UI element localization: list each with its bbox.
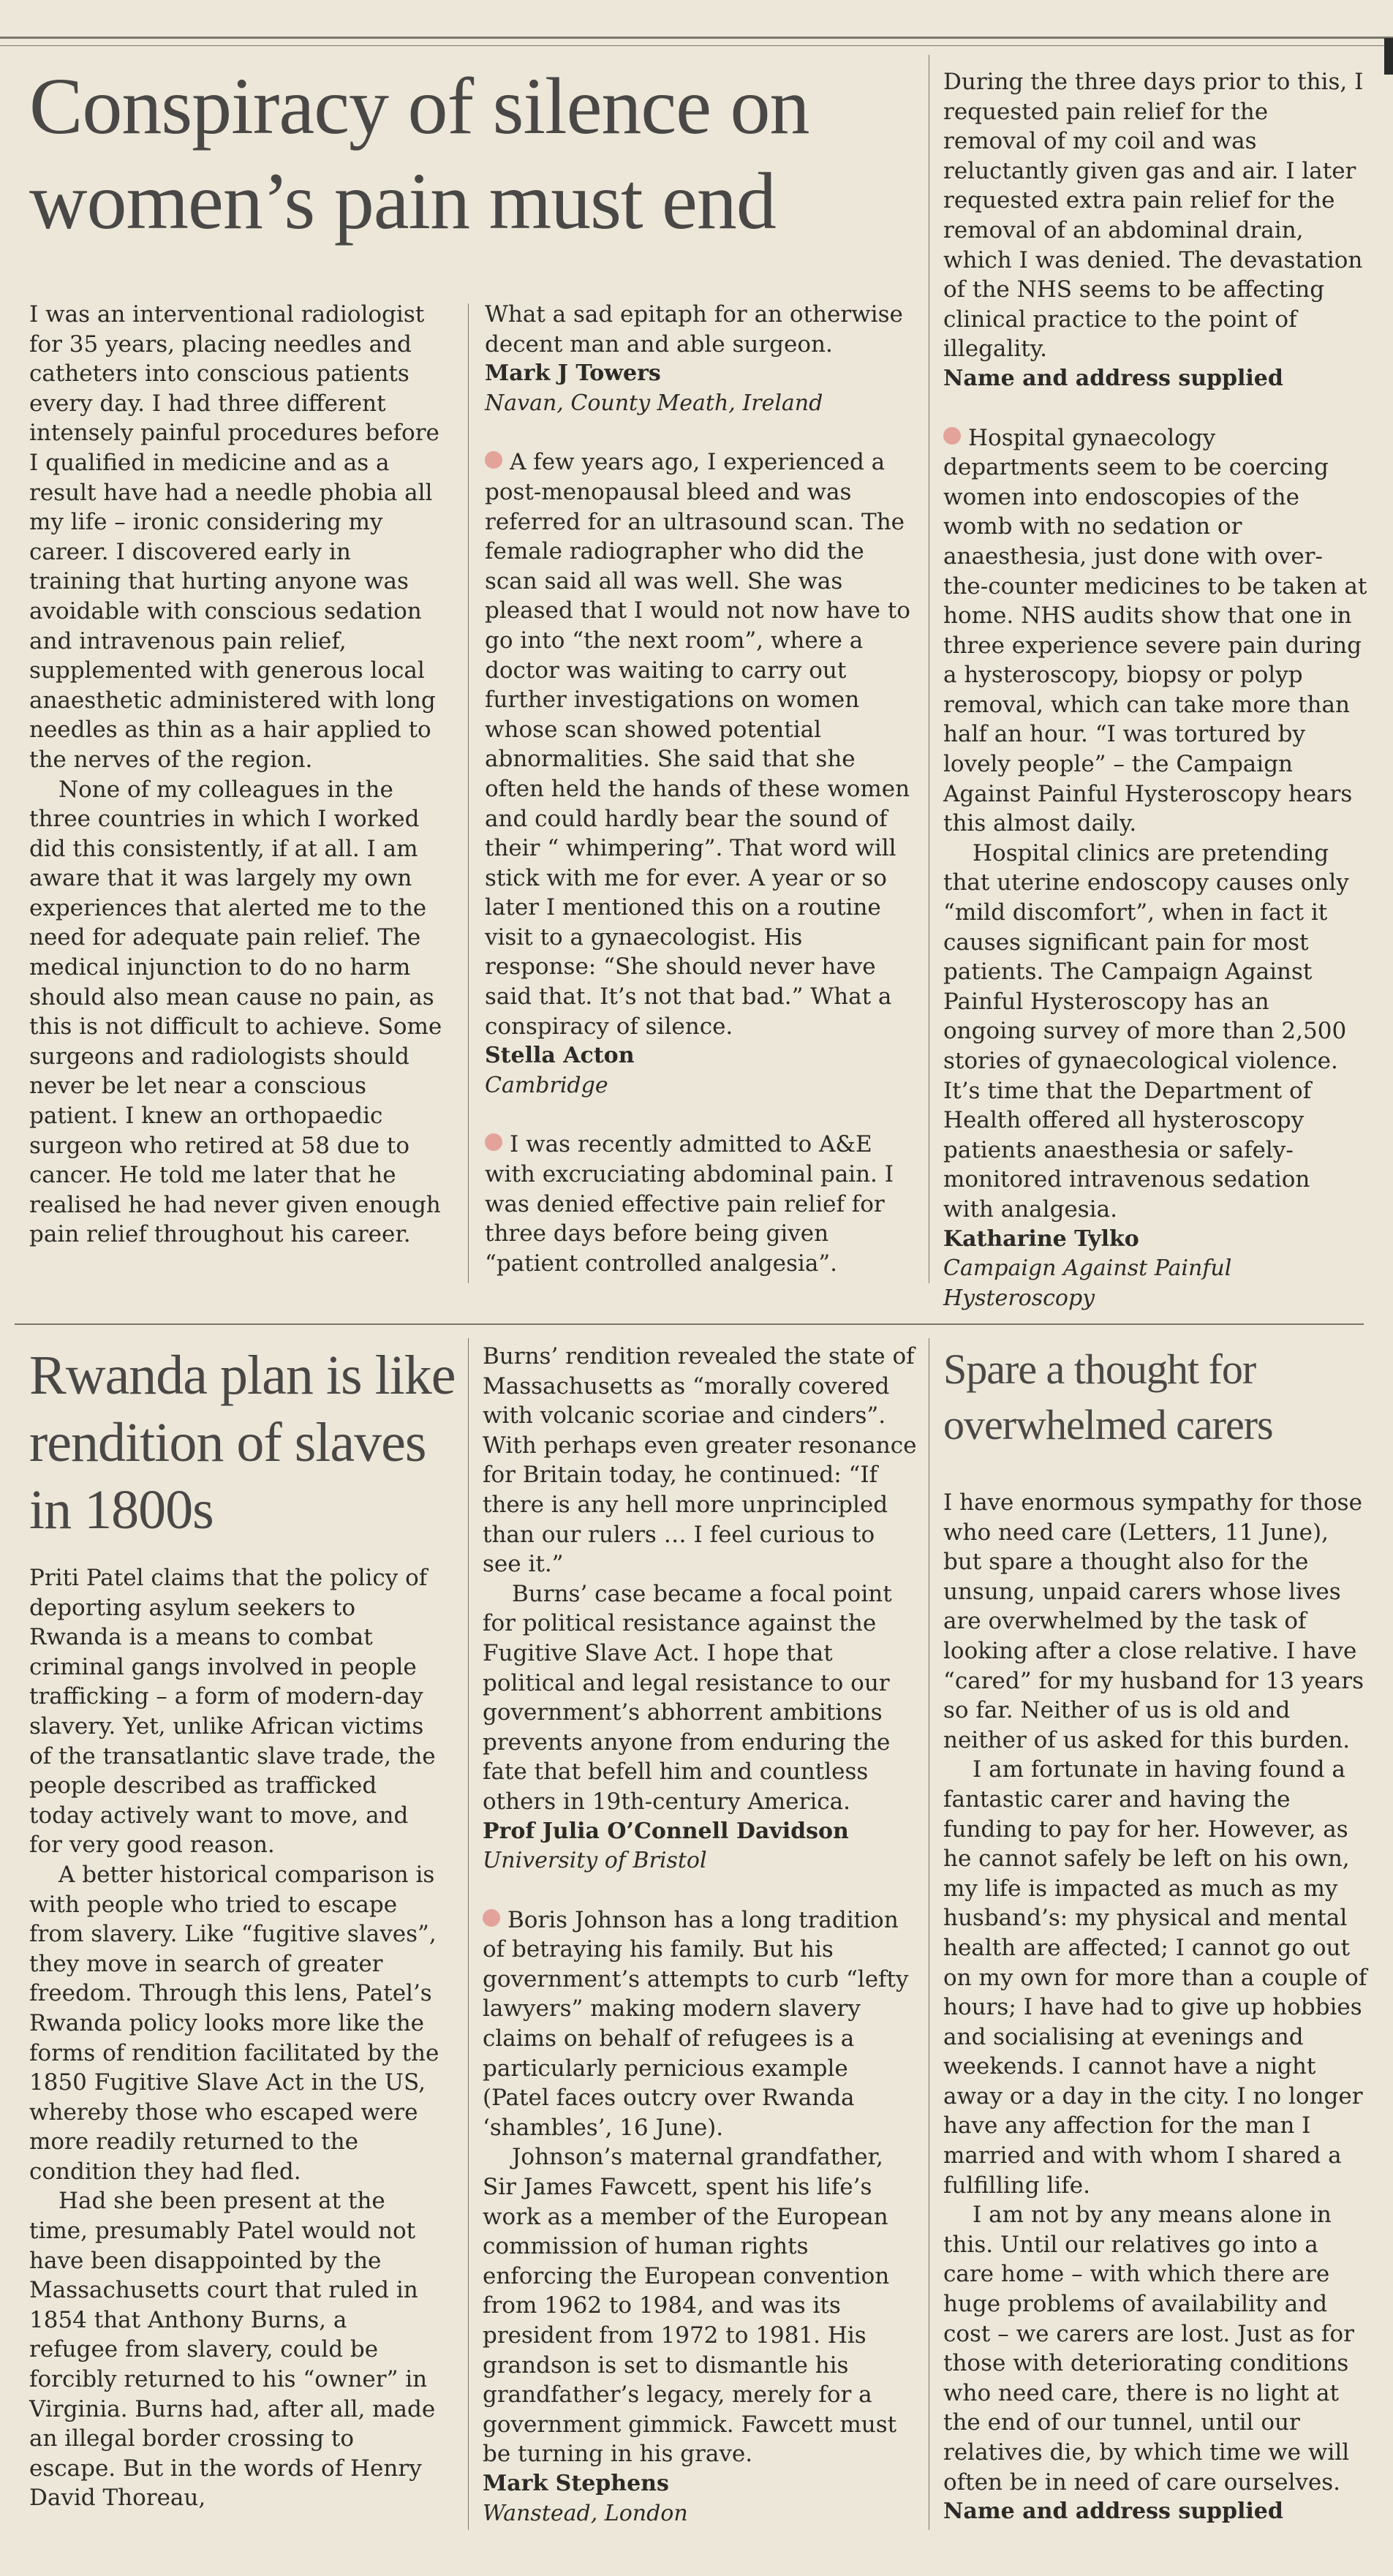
divider-s2-a (468, 1338, 469, 2530)
paragraph: I was recently admitted to A&E with excruciating abdominal pain. I was denied effective pain relief for three days before being given “patient controlled analgesia”. (485, 1131, 894, 1277)
paragraph: I have enormous sympathy for those who need care (Letters, 11 June), but spare a thought also for the unsung, unpaid carers whose lives are overwhelmed by the task of looking after a close relative. I have “cared” for my husband for 13 years so far. Neither of us is old and neither of us asked for this burden. (943, 1489, 1364, 1753)
paragraph: What a sad epitaph for an otherwise decent man and able surgeon. (485, 301, 903, 358)
bullet-dot-icon (943, 427, 961, 445)
column-3-top (943, 67, 1367, 1313)
affiliation: University of Bristol (483, 1848, 707, 1874)
affiliation: Wanstead, London (483, 2500, 688, 2526)
headline-rwanda: Rwanda plan is like rendition of slaves in 1800s (29, 1345, 456, 1541)
paragraph: Burns’ case became a focal point for political resistance against the Fugitive Slave Act. I hope that political and legal resistance to our government’s abhorrent ambitions prevents anyone from enduring the fate that befell him and countless others in 19th-century America. (483, 1580, 892, 1815)
paragraph: A few years ago, I experienced a post-menopausal bleed and was referred for an ultrasound scan. The female radiographer who did the scan said all was well. She was pleased that I would not now have to go into “the next room”, where a doctor was waiting to carry out further investigations on women whose scan showed potential abnormalities. She said that she often held the hands of these women and could hardly bear the sound of their “ whimpering”. That word will stick with me for ever. A year or so later I mentioned this on a routine visit to a gynaecologist. His response: “She should never have said that. It’s not that bad.” What a conspiracy of silence. (485, 449, 910, 1040)
paragraph: I was an interventional radiologist for 35 years, placing needles and catheters into conscious patients every day. I had three different intensely painful procedures before I qualified in medicine and as a result have had a needle phobia all my life – ironic considering my career. I discovered early in training that hurting anyone was avoidable with conscious sedation and intravenous pain relief, supplemented with generous local anaesthetic administered with long needles as thin as a hair applied to the nerves of the region. (29, 301, 439, 773)
signature: Katharine Tylko (943, 1225, 1139, 1252)
bullet-dot-icon (485, 451, 502, 469)
affiliation: Campaign Against Painful Hysteroscopy (943, 1255, 1232, 1311)
column-1-top (29, 300, 442, 1250)
paragraph: I am not by any means alone in this. Until our relatives go into a care home – with which there are huge problems of availability and cost – we carers are lost. Just as for those with deteriorating conditions who need care, there is no light at the end of our tunnel, until our relatives die, by which time we will often be in need of care ourselves. (943, 2202, 1354, 2496)
signature: Stella Acton (485, 1043, 635, 1069)
paragraph: Hospital gynaecology departments seem to be coercing women into endoscopies of the womb with no sedation or anaesthesia, just done with over-the-counter medicines to be taken at home. NHS audits show that one in three experience severe pain during a hysteroscopy, biopsy or polyp removal, which can take more than half an hour. “I was tortured by lovely people” – the Campaign Against Painful Hysteroscopy hears this almost daily. (943, 424, 1367, 837)
signature: Mark Stephens (483, 2470, 669, 2496)
paragraph: Priti Patel claims that the policy of deporting asylum seekers to Rwanda is a means to combat criminal gangs involved in people trafficking – a form of modern-day slavery. Yet, unlike African victims of the transatlantic slave trade, the people described as trafficked today actively want to move, and for very good reason. (29, 1565, 436, 1859)
page-edge-mark (1384, 38, 1393, 75)
paragraph: None of my colleagues in the three countries in which I worked did this consistently, if at all. I am aware that it was largely my own experiences that alerted me to the need for adequate pain relief. The medical injunction to do no harm should also mean cause no pain, as this is not difficult to achieve. Some surgeons and radiologists should never be let near a conscious patient. I knew an orthopaedic surgeon who retired at 58 due to cancer. He told me later that he realised he had never given enough pain relief throughout his career. (29, 776, 442, 1248)
top-rule (0, 37, 1393, 39)
section-divider (15, 1323, 1364, 1325)
paragraph: Burns’ rendition revealed the state of Massachusetts as “morally covered with volcanic scoriae and cinders”. With perhaps even greater resonance for Britain today, he continued: “If there is any hell more unprincipled than our rulers … I feel curious to see it.” (483, 1343, 917, 1578)
paragraph: Had she been present at the time, presumably Patel would not have been disappointed by the Massachusetts court that ruled in 1854 that Anthony Burns, a refugee from slavery, could be forcibly returned to his “owner” in Virginia. Burns had, after all, made an illegal border crossing to escape. But in the words of Henry David Thoreau, (29, 2188, 436, 2512)
signature: Prof Julia O’Connell Davidson (483, 1818, 849, 1844)
affiliation: Cambridge (485, 1072, 608, 1098)
bullet-dot-icon (485, 1133, 502, 1151)
headline-conspiracy: Conspiracy of silence on women’s pain must end (29, 61, 809, 246)
paragraph: I am fortunate in having found a fantastic carer and having the funding to pay for her. However, as he cannot safely be left on his own, my life is impacted as much as my husband’s: my physical and mental health are affected; I cannot go out on my own for more than a couple of hours; I have had to give up hobbies and socialising at evenings and weekends. I cannot have a night away or a day in the city. I no longer have any affection for the man I married and with whom I shared a fulfilling life. (943, 1756, 1367, 2199)
column-3-bottom (943, 1488, 1367, 2527)
paragraph: Johnson’s maternal grandfather, Sir James Fawcett, spent his life’s work as a member of the European commission of human rights enforcing the European convention from 1962 to 1984, and was its president from 1972 to 1981. His grandson is set to dismantle his grandfather’s legacy, merely for a government gimmick. Fawcett must be turning in his grave. (483, 2144, 897, 2468)
signature: Name and address supplied (943, 2498, 1283, 2525)
headline-carers: Spare a thought for overwhelmed carers (943, 1345, 1273, 1448)
bullet-dot-icon (483, 1909, 500, 1927)
paragraph: A better historical comparison is with people who tried to escape from slavery. Like “fugitive slaves”, they move in search of greater freedom. Through this lens, Patel’s Rwanda policy looks more like the forms of rendition facilitated by the 1850 Fugitive Slave Act in the US, whereby those who escaped were more readily returned to the condition they had fled. (29, 1861, 439, 2185)
divider-s1-a (468, 303, 469, 1283)
affiliation: Navan, County Meath, Ireland (485, 390, 823, 416)
column-2-top (485, 300, 916, 1278)
top-rule-thin (0, 45, 1393, 46)
paragraph: Boris Johnson has a long tradition of betraying his family. But his government’s attempts to curb “lefty lawyers” making modern slavery claims on behalf of refugees is a particularly pernicious example (Patel faces outcry over Rwanda ‘shambles’, 16 June). (483, 1906, 909, 2141)
signature: Mark J Towers (485, 360, 661, 387)
column-2-bottom (483, 1342, 918, 2528)
paragraph: During the three days prior to this, I requested pain relief for the removal of my coil and was reluctantly given gas and air. I later requested extra pain relief for the removal of an abdominal drain, which I was denied. The devastation of the NHS seems to be affecting clinical practice to the point of illegality. (943, 69, 1364, 363)
column-1-bottom (29, 1563, 442, 2513)
paragraph: Hospital clinics are pretending that uterine endoscopy causes only “mild discomfort”, when in fact it causes significant pain for most patients. The Campaign Against Painful Hysteroscopy has an ongoing survey of more than 2,500 stories of gynaecological violence. It’s time that the Department of Health offered all hysteroscopy patients anaesthesia or safely-monitored intravenous sedation with analgesia. (943, 839, 1349, 1223)
signature: Name and address supplied (943, 365, 1283, 391)
